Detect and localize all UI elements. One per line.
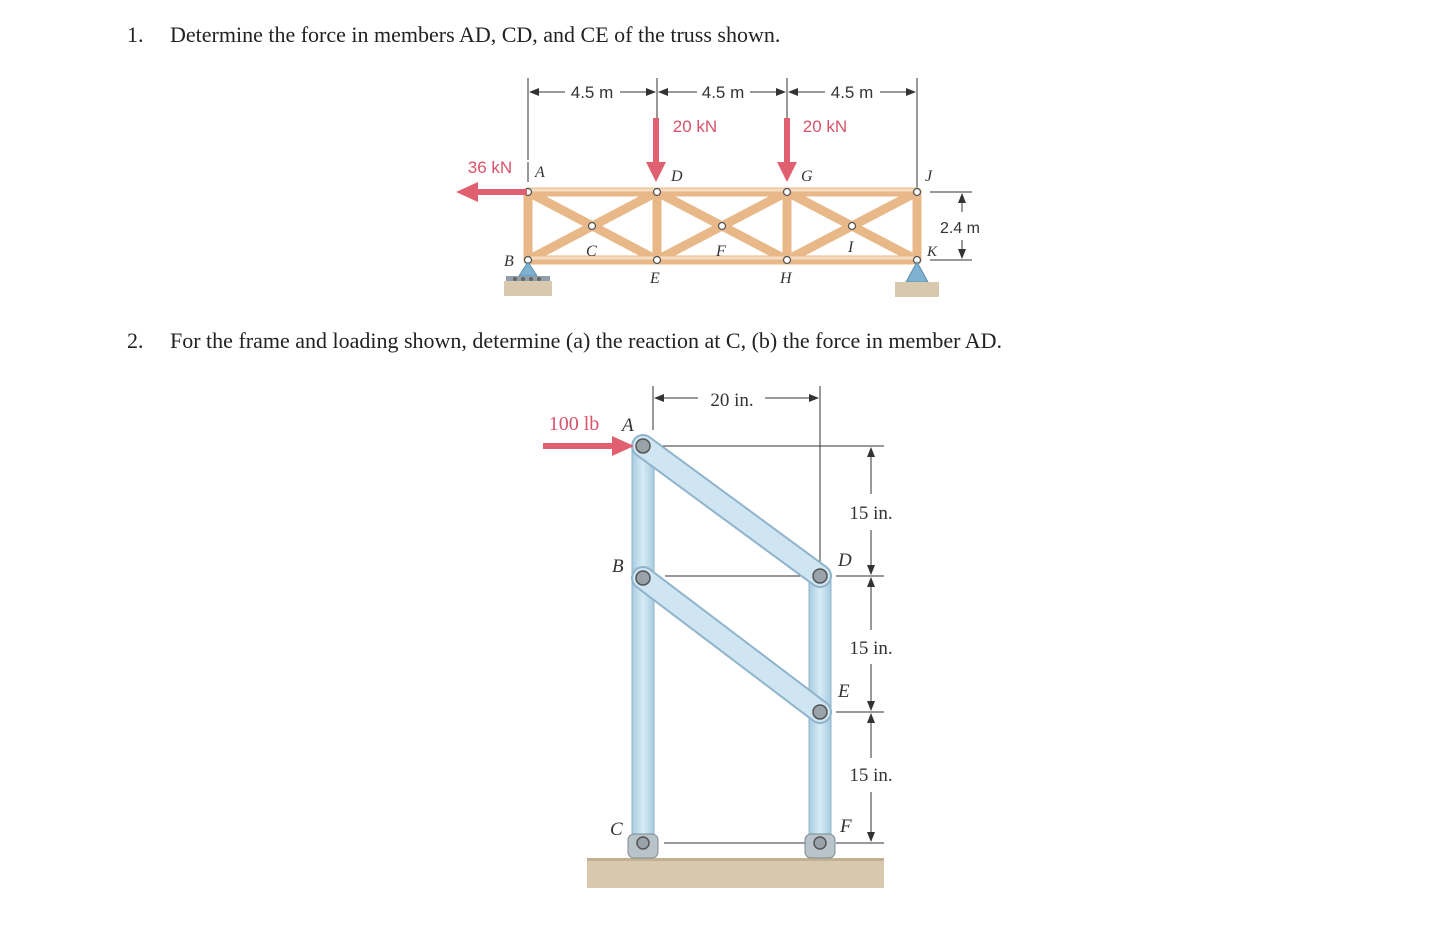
truss-load-d-label: 20 kN	[672, 117, 718, 136]
frame-point-b: B	[612, 556, 624, 577]
joint-label-h: H	[780, 270, 792, 287]
frame-height-dim-3: 15 in.	[849, 765, 893, 786]
frame-ground	[587, 858, 884, 888]
truss-dim-1: 4.5 m	[570, 83, 614, 102]
frame-members	[632, 446, 831, 846]
joint-label-a: A	[535, 164, 545, 181]
joint-label-g: G	[801, 168, 813, 185]
joint-label-c: C	[586, 243, 597, 260]
truss-dim-2: 4.5 m	[701, 83, 745, 102]
truss-height-dim: 2.4 m	[939, 220, 981, 237]
truss-horizontal-load-label: 36 kN	[467, 158, 513, 177]
truss-support-right	[895, 262, 939, 297]
joint-label-b: B	[504, 253, 514, 270]
frame-width-dim: 20 in.	[710, 390, 754, 411]
frame-point-e: E	[838, 681, 850, 702]
problem-1-number: 1.	[127, 22, 144, 47]
frame-figure	[543, 386, 893, 888]
frame-point-c: C	[610, 819, 623, 840]
frame-point-a: A	[622, 415, 634, 436]
frame-point-f: F	[840, 816, 852, 837]
frame-height-dim-2: 15 in.	[849, 638, 893, 659]
frame-pins	[636, 439, 827, 719]
problem-1-text: Determine the force in members AD, CD, and CE of the truss shown.	[170, 22, 781, 47]
truss-dimension-lines	[528, 78, 972, 260]
joint-label-i: I	[848, 239, 854, 256]
joint-label-j: J	[925, 168, 933, 185]
frame-height-dim-1: 15 in.	[849, 503, 893, 524]
problem-2-number: 2.	[127, 328, 144, 353]
joint-label-e: E	[650, 270, 660, 287]
frame-load-label: 100 lb	[548, 413, 600, 435]
joint-label-k: K	[927, 244, 938, 260]
joint-label-f: F	[716, 243, 726, 260]
frame-point-d: D	[838, 550, 852, 571]
joint-label-d: D	[671, 168, 683, 185]
frame-supports	[628, 834, 835, 858]
truss-figure	[456, 78, 980, 297]
frame-load-arrow	[543, 436, 634, 456]
truss-dim-3: 4.5 m	[830, 83, 874, 102]
truss-load-g-label: 20 kN	[802, 117, 848, 136]
problem-2-text: For the frame and loading shown, determine (a) the reaction at C, (b) the force in member AD.	[170, 328, 1003, 353]
